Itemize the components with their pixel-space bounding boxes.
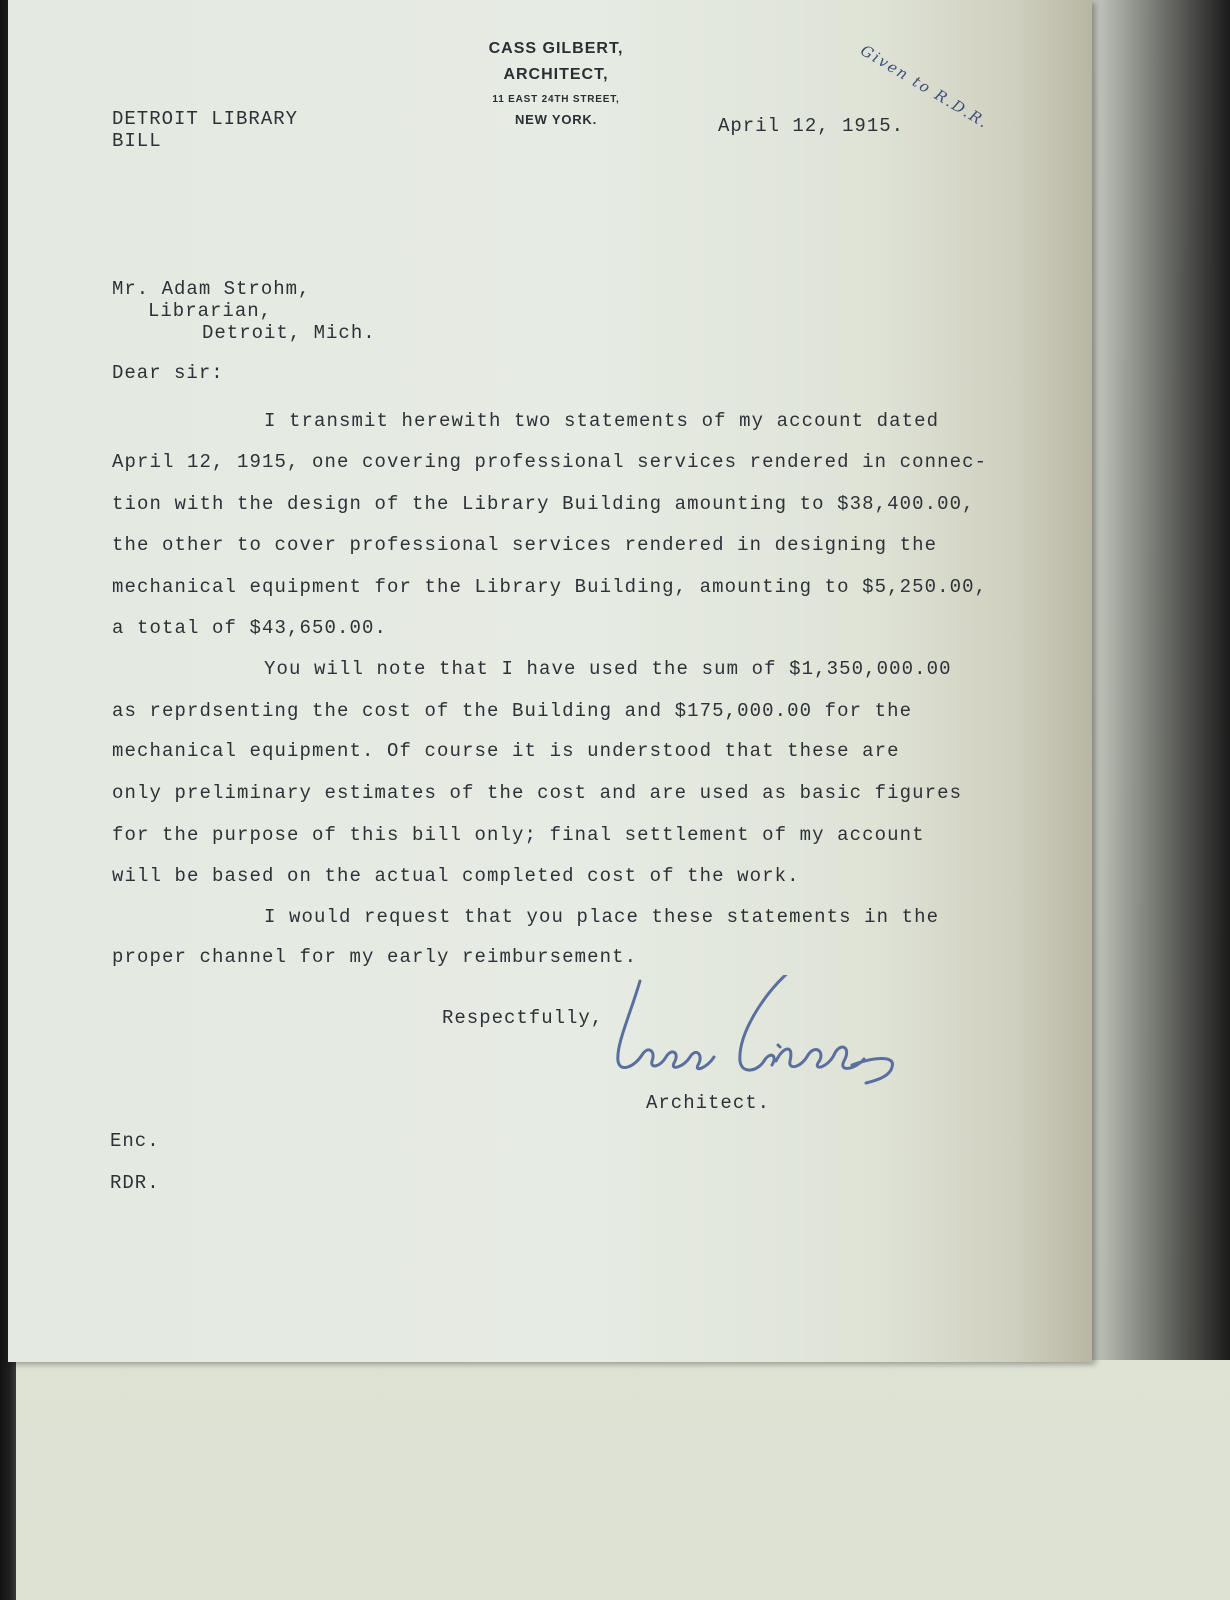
- signer-title: Architect.: [646, 1092, 771, 1114]
- letterhead-city: NEW YORK.: [514, 112, 598, 127]
- body-line: a total of $43,650.00.: [112, 617, 388, 639]
- body-line: I would request that you place these statements in the: [264, 906, 940, 928]
- body-line: as reprdsenting the cost of the Building and $175,000.00 for the: [112, 700, 913, 722]
- subject-line-1: DETROIT LIBRARY: [112, 108, 299, 130]
- marginal-handwritten-note: Given to R.D.R.: [857, 41, 993, 133]
- scanner-edge-shadow: [1070, 0, 1230, 1360]
- salutation: Dear sir:: [112, 362, 224, 384]
- enclosure-note: Enc.: [110, 1130, 160, 1152]
- body-line: You will note that I have used the sum of $1,350,000.00: [264, 658, 952, 680]
- body-line: April 12, 1915, one covering professional services rendered in connec-: [112, 451, 988, 473]
- closing: Respectfully,: [442, 1007, 604, 1029]
- body-line: for the purpose of this bill only; final settlement of my account: [112, 824, 925, 846]
- subject-line-2: BILL: [112, 130, 162, 152]
- letter-sheet: [8, 0, 1092, 1362]
- letterhead-name: CASS GILBERT,: [488, 40, 624, 57]
- signature-image: [612, 975, 912, 1105]
- letterhead-address: 11 EAST 24TH STREET,: [492, 94, 620, 105]
- letter-date: April 12, 1915.: [718, 115, 905, 137]
- body-line: mechanical equipment for the Library Building, amounting to $5,250.00,: [112, 576, 988, 598]
- body-line: the other to cover professional services rendered in designing the: [112, 534, 938, 556]
- body-line: proper channel for my early reimbursement.: [112, 946, 638, 968]
- body-line: tion with the design of the Library Building amounting to $38,400.00,: [112, 493, 975, 515]
- recipient-title: Librarian,: [148, 300, 273, 322]
- body-line: will be based on the actual completed cost of the work.: [112, 865, 800, 887]
- body-line: mechanical equipment. Of course it is understood that these are: [112, 740, 900, 762]
- recipient-location: Detroit, Mich.: [202, 322, 376, 344]
- body-line: I transmit herewith two statements of my account dated: [264, 410, 940, 432]
- letterhead-title: ARCHITECT,: [503, 66, 609, 83]
- body-line: only preliminary estimates of the cost and are used as basic figures: [112, 782, 963, 804]
- typist-initials: RDR.: [110, 1172, 160, 1194]
- recipient-name: Mr. Adam Strohm,: [112, 278, 311, 300]
